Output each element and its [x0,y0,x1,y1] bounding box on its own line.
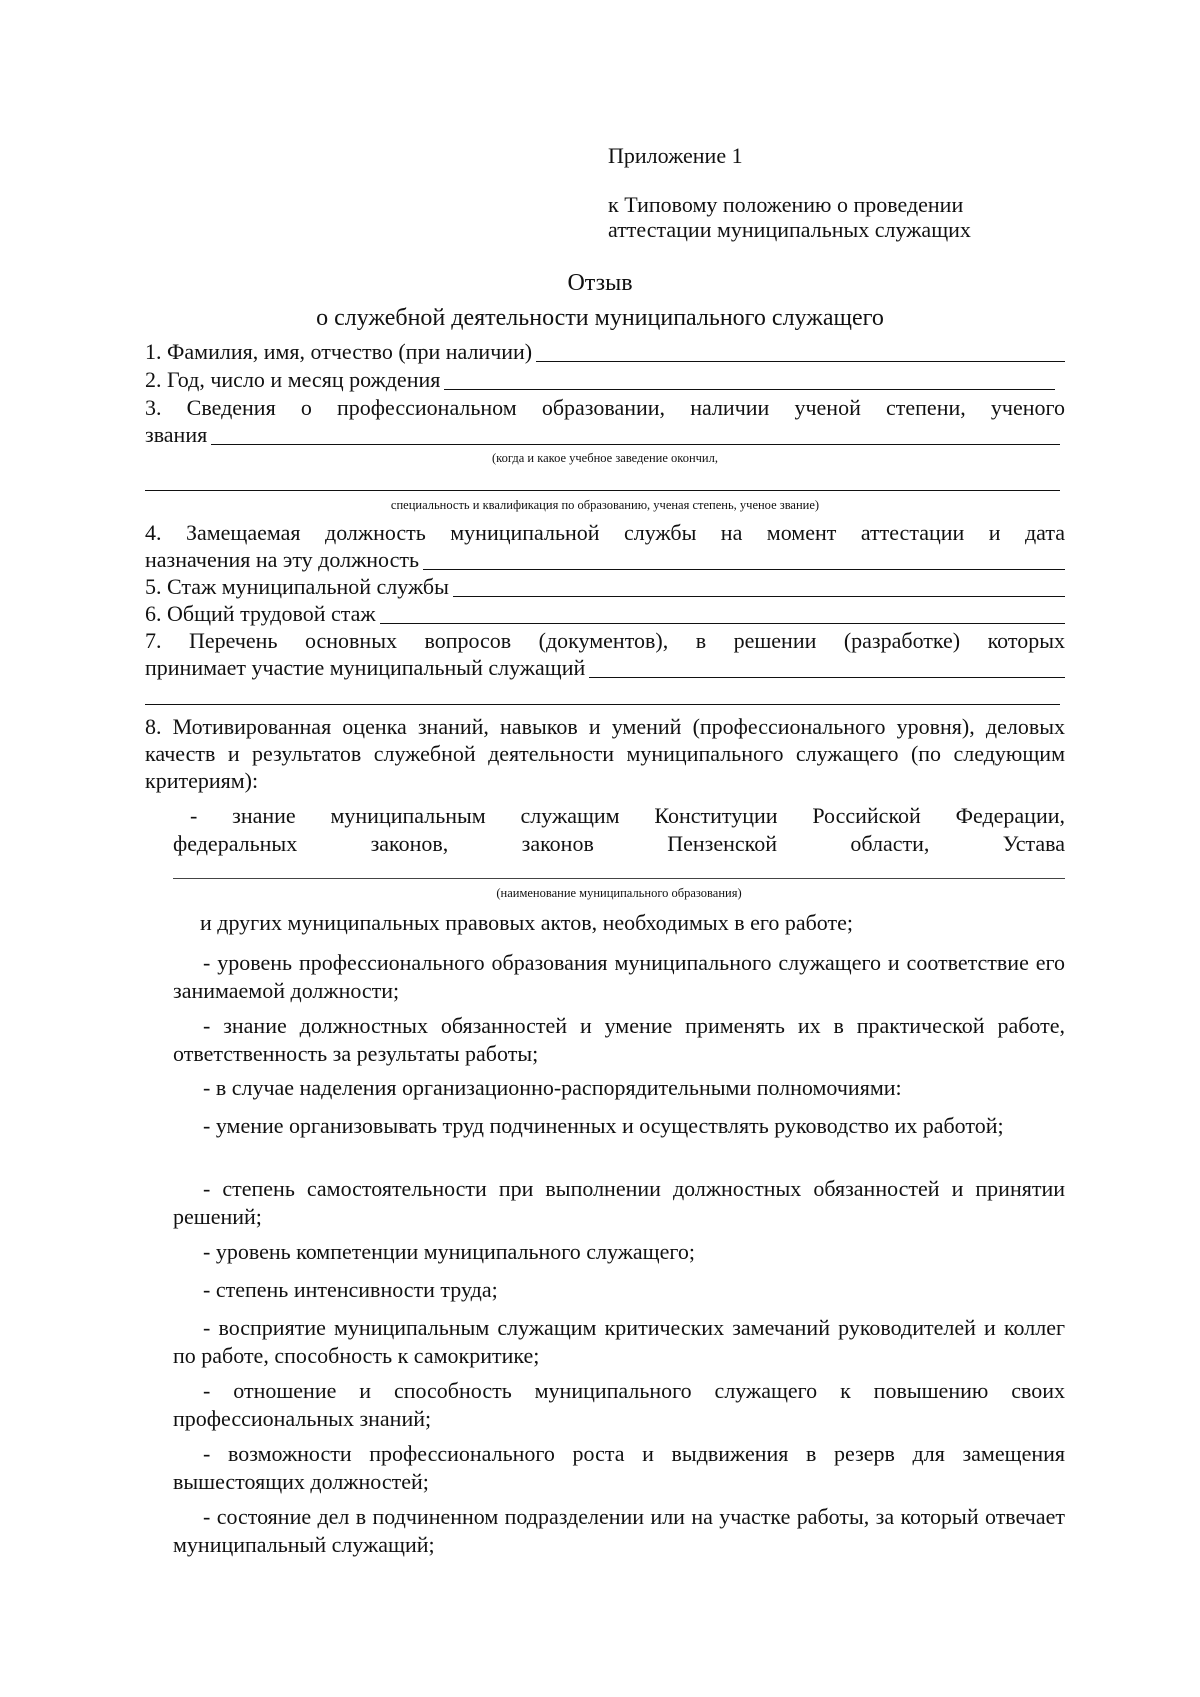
field-1-full-name [145,338,1065,366]
field-3-caption-1: (когда и какое учебное заведение окончил, [492,451,718,465]
field-3-label-line-2: звания [145,422,208,447]
appendix-reference [608,192,1028,242]
criterion-item: - состояние дел в подчиненном подразделении или на участке работы, за который отвечает муниципальный служащий; [173,1504,1065,1557]
field-8-evaluation: 8. Мотивированная оценка знаний, навыков и умений (профессионального уровня), деловых качеств и результатов служебной деятельности муниципального служащего (по следующим критериям): [145,714,1065,793]
field-2-blank[interactable] [444,369,1055,390]
document-title: Отзыв [567,270,633,296]
field-4-label-line-1: 4. Замещаемая должность муниципальной службы на момент аттестации и дата [145,520,1065,545]
field-2-birth-date [145,366,1055,394]
criterion-1-continuation: и других муниципальных правовых актов, необходимых в его работе; [200,910,853,935]
field-3-label-line-1: 3. Сведения о профессиональном образовании, наличии ученой степени, ученого [145,395,1065,420]
field-1-label: 1. Фамилия, имя, отчество (при наличии) [145,339,533,364]
criterion-item: - умение организовывать труд подчиненных и осуществлять руководство их работой; [203,1113,1004,1138]
document-subtitle: о служебной деятельности муниципального служащего [316,305,884,331]
field-7-blank-2[interactable] [145,704,1060,705]
field-7-questions [145,654,1065,682]
field-7-label-line-1: 7. Перечень основных вопросов (документов), в решении (разработке) которых [145,628,1065,653]
field-4-position [145,546,1065,574]
criterion-1-blank[interactable] [173,878,1065,879]
field-1-blank[interactable] [536,341,1065,362]
field-3-education [145,421,1060,449]
field-6-label: 6. Общий трудовой стаж [145,601,376,626]
criterion-1-line-2: федеральных законов, законов Пензенской области, Устава [173,831,1065,856]
criterion-item: - степень самостоятельности при выполнении должностных обязанностей и принятии решений; [173,1176,1065,1229]
criterion-item: - возможности профессионального роста и выдвижения в резерв для замещения вышестоящих должностей; [173,1441,1065,1494]
criterion-item: - степень интенсивности труда; [203,1277,498,1302]
field-3-blank-2[interactable] [145,490,1060,491]
criterion-1-line-1: - знание муниципальным служащим Конституции Российской Федерации, [190,803,1065,828]
criterion-item: - уровень профессионального образования муниципального служащего и соответствие его занимаемой должности; [173,950,1065,1003]
field-3-blank-1[interactable] [211,424,1060,445]
criterion-item: - восприятие муниципальным служащим критических замечаний руководителей и коллег по работе, способность к самокритике; [173,1315,1065,1368]
field-6-blank[interactable] [380,603,1065,624]
field-4-blank[interactable] [423,549,1065,570]
criterion-item: - в случае наделения организационно-распорядительными полномочиями: [203,1075,902,1100]
field-3-caption-2: специальность и квалификация по образованию, ученая степень, ученое звание) [390,498,820,512]
field-5-service-length [145,573,1065,601]
field-4-label-line-2: назначения на эту должность [145,547,420,572]
appendix-reference-line-2: аттестации муниципальных служащих [608,217,971,242]
field-6-total-experience [145,600,1065,628]
appendix-reference-line-1: к Типовому положению о проведении [608,192,964,217]
field-7-blank-1[interactable] [589,657,1065,678]
field-7-label-line-2: принимает участие муниципальный служащий [145,655,586,680]
criterion-item: - отношение и способность муниципального служащего к повышению своих профессиональных знаний; [173,1378,1065,1431]
appendix-label: Приложение 1 [608,143,743,168]
field-5-label: 5. Стаж муниципальной службы [145,574,449,599]
criterion-item: - знание должностных обязанностей и умение применять их в практической работе, ответственность за результаты работы; [173,1013,1065,1066]
field-5-blank[interactable] [453,576,1065,597]
field-2-label: 2. Год, число и месяц рождения [145,367,441,392]
criterion-1-caption: (наименование муниципального образования) [496,886,742,900]
criterion-item: - уровень компетенции муниципального служащего; [203,1239,695,1264]
